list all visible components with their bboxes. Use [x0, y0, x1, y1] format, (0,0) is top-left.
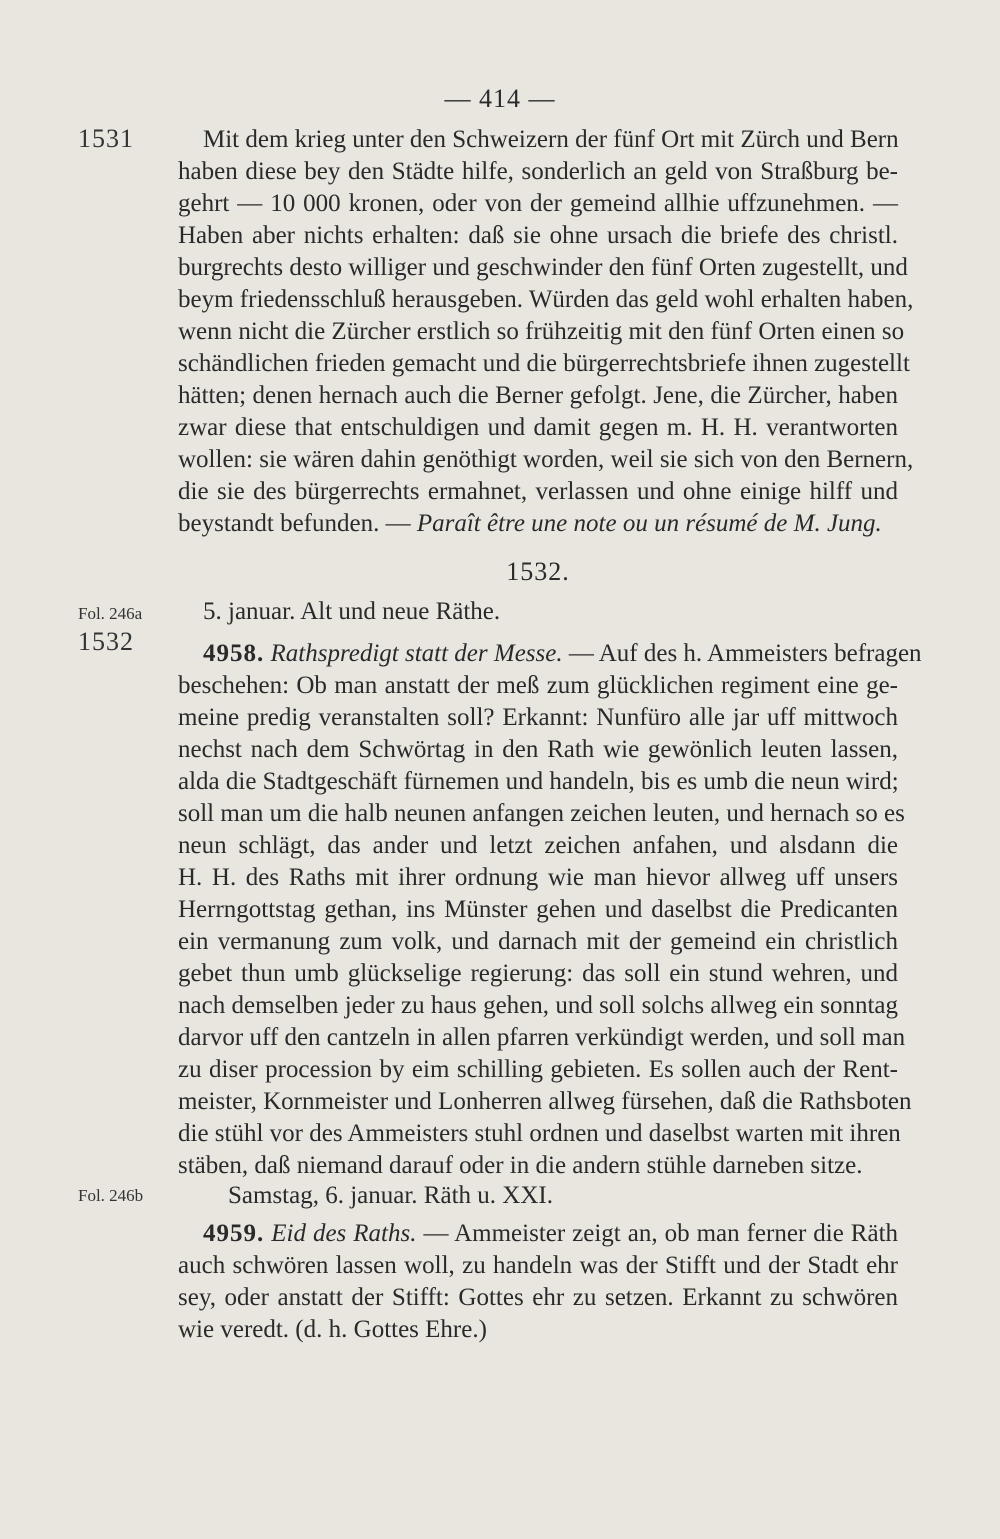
text-line: meister, Kornmeister und Lonherren allweg fürsehen, daß die Rathsboten [178, 1088, 912, 1115]
text-line: Mit dem krieg unter den Schweizern der fünf Ort mit Zürch und Bern [203, 126, 899, 153]
text-line [178, 508, 898, 540]
text-line: zu diser procession by eim schilling gebieten. Es sollen auch der Rent- [178, 1056, 898, 1083]
text-line: Haben aber nichts erhalten: daß sie ohne ursach die briefe des christl. [178, 222, 898, 249]
text-line: wie veredt. (d. h. Gottes Ehre.) [178, 1316, 487, 1343]
margin-year-1531: 1531 [78, 124, 134, 153]
text-line: haben diese bey den Städte hilfe, sonderlich an geld von Straßburg be- [178, 158, 898, 185]
entry-4958-first-line [178, 638, 922, 670]
text-line: darvor uff den cantzeln in allen pfarren verkündigt werden, und soll man [178, 1024, 906, 1051]
paragraph-1531 [178, 124, 914, 540]
text-line: beym friedensschluß herausgeben. Würden das geld wohl erhalten haben, [178, 286, 914, 313]
text-line: hätten; denen hernach auch die Berner gefolgt. Jene, die Zürcher, haben [178, 382, 898, 409]
editor-note: Paraît être une note ou un résumé de M. Jung. [416, 510, 882, 537]
year-heading-text: 1532. [506, 557, 570, 586]
text-line: H. H. des Raths mit ihrer ordnung wie man hievor allweg uff unsers [178, 864, 898, 891]
date-line-2 [178, 1180, 898, 1212]
text-line: alda die Stadtgeschäft fürnemen und handeln, bis es umb die neun wird; [178, 768, 899, 795]
text-line: wollen: sie wären dahin genöthigt worden, weil sie sich von den Bernern, [178, 446, 914, 473]
entry-number: 4958. [203, 640, 265, 667]
text-line: gebet thun umb glückselige regierung: das soll ein stund wehren, und [178, 960, 898, 987]
text-line: burgrechts desto williger und geschwinder den fünf Orten zugestellt, und [178, 254, 908, 281]
text-line: schändlichen frieden gemacht und die bürgerrechtsbriefe ihnen zugestellt [178, 350, 910, 377]
text-fragment: beystandt befunden. — [178, 510, 417, 537]
text-line: nechst nach dem Schwörtag in den Rath wie gewönlich leuten lassen, [178, 736, 898, 763]
margin-folio-246b: Fol. 246b [78, 1186, 144, 1205]
text-line: meine predig veranstalten soll? Erkannt: Nunfüro alle jar uff mittwoch [178, 704, 898, 731]
text-line: wenn nicht die Zürcher erstlich so frühzeitig mit den fünf Orten einen so [178, 318, 905, 345]
text-line: stäben, daß niemand darauf oder in die andern stühle darneben sitze. [178, 1152, 863, 1179]
year-heading [178, 556, 898, 588]
text-line: nach demselben jeder zu haus gehen, und soll solchs allweg ein sonntag [178, 992, 898, 1019]
text-line: die sie des bürgerrechts ermahnet, verlassen und ohne einige hilff und [178, 478, 898, 505]
entry-4959 [178, 1218, 898, 1346]
text-line: soll man um die halb neunen anfangen zeichen leuten, und hernach so es [178, 800, 905, 827]
text-line: zwar diese that entschuldigen und damit gegen m. H. H. verantworten [178, 414, 898, 441]
text-line: beschehen: Ob man anstatt der meß zum glücklichen regiment eine ge- [178, 672, 898, 699]
entry-title: Eid des Raths. [271, 1220, 417, 1247]
text-line: gehrt — 10 000 kronen, oder von der gemeind allhie uffzunehmen. — [178, 190, 898, 217]
entry-number: 4959. [203, 1220, 265, 1247]
text-line: Herrngottstag gethan, ins Münster gehen und daselbst die Predicanten [178, 896, 898, 923]
entry-4958 [178, 638, 922, 1182]
date-line-1 [178, 596, 898, 628]
margin-year-1532: 1532 [78, 627, 134, 656]
text-fragment: — Ammeister zeigt an, ob man ferner die Räth [423, 1220, 899, 1247]
text-line: sey, oder anstatt der Stifft: Gottes ehr zu setzen. Erkannt zu schwören [178, 1284, 898, 1311]
text-fragment: — Auf des h. Ammeisters befragen [568, 640, 922, 667]
text-line: neun schlägt, das ander und letzt zeichen anfahen, und alsdann die [178, 832, 898, 859]
date-line-2-text: Samstag, 6. januar. Räth u. XXI. [228, 1182, 553, 1209]
margin-folio-246a: Fol. 246a [78, 604, 143, 623]
page-number: — 414 — [444, 84, 556, 113]
text-line: ein vermanung zum volk, und darnach mit der gemeind ein christlich [178, 928, 898, 955]
entry-4959-first-line [178, 1218, 898, 1250]
entry-title: Rathspredigt statt der Messe. [270, 640, 563, 667]
date-line-1-text: 5. januar. Alt und neue Räthe. [203, 598, 501, 625]
text-line: die stühl vor des Ammeisters stuhl ordnen und daselbst warten mit ihren [178, 1120, 901, 1147]
text-line: auch schwören lassen woll, zu handeln was der Stifft und der Stadt ehr [178, 1252, 898, 1279]
